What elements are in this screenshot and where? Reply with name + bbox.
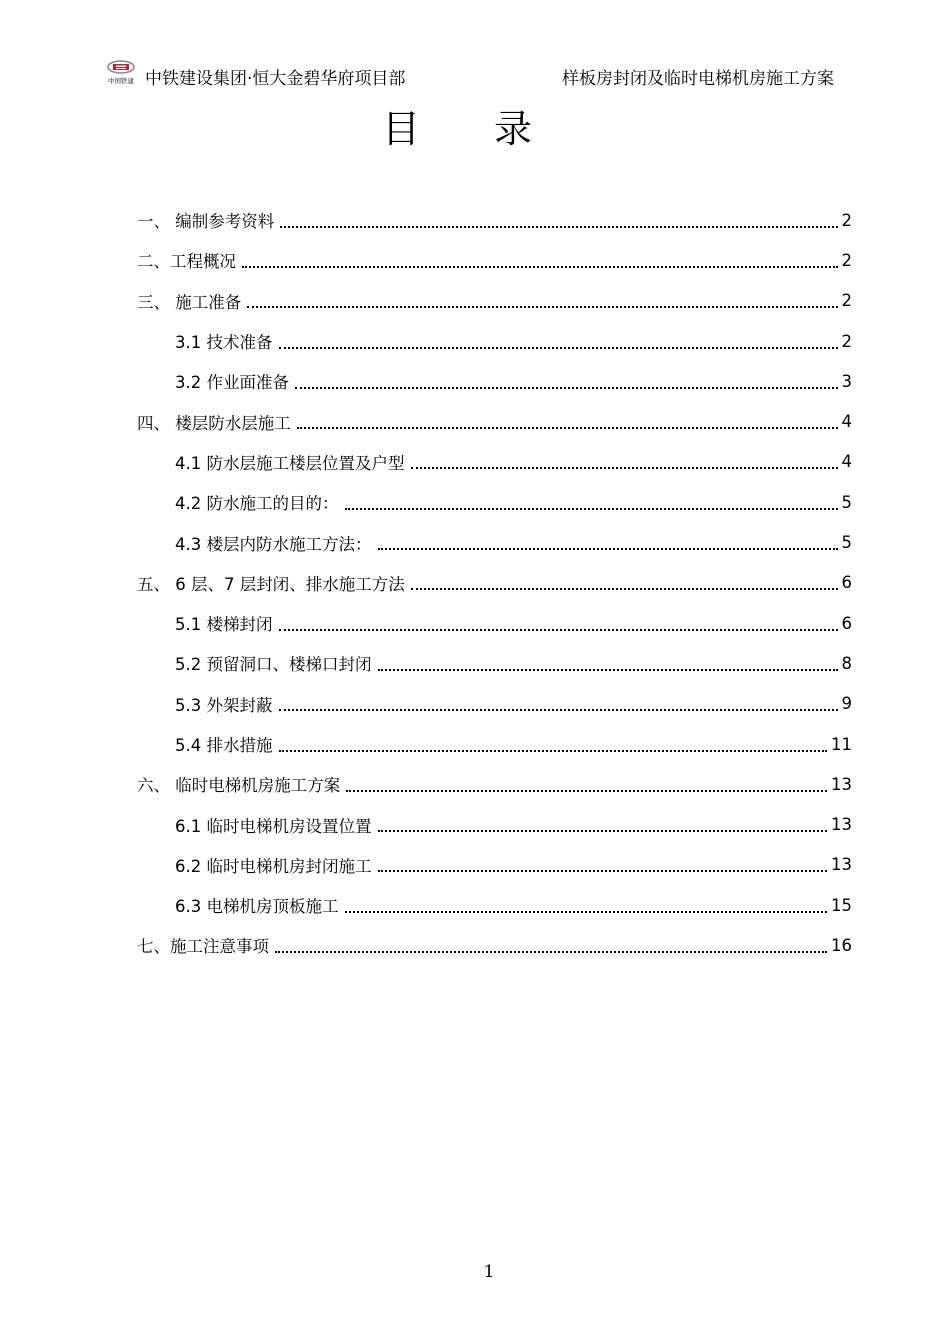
toc-entry-label: 3.1 技术准备 bbox=[175, 333, 273, 353]
table-of-contents bbox=[137, 200, 852, 966]
toc-entry-label: 4.1 防水层施工楼层位置及户型 bbox=[175, 453, 405, 473]
toc-entry-label: 5.2 预留洞口、楼梯口封闭 bbox=[175, 655, 372, 675]
toc-entry-page: 6 bbox=[841, 573, 852, 593]
toc-entry[interactable] bbox=[137, 200, 852, 240]
toc-entry[interactable] bbox=[137, 643, 852, 683]
svg-text:中国铁建: 中国铁建 bbox=[108, 77, 134, 85]
toc-entry-label: 三、 施工准备 bbox=[137, 292, 242, 312]
toc-entry-page: 11 bbox=[831, 734, 852, 754]
toc-entry-page: 6 bbox=[841, 613, 852, 633]
page-title: 目录 bbox=[381, 107, 606, 151]
toc-entry[interactable] bbox=[137, 361, 852, 401]
header-project-name: 中铁建设集团·恒大金碧华府项目部 bbox=[145, 69, 406, 89]
toc-entry[interactable] bbox=[137, 401, 852, 441]
toc-entry-page: 4 bbox=[841, 412, 852, 432]
toc-entry[interactable] bbox=[137, 845, 852, 885]
toc-entry-page: 8 bbox=[841, 653, 852, 673]
toc-leader-dots bbox=[279, 628, 838, 631]
toc-leader-dots bbox=[345, 507, 838, 510]
toc-entry[interactable] bbox=[137, 804, 852, 844]
toc-entry-page: 4 bbox=[841, 452, 852, 472]
toc-entry-page: 16 bbox=[831, 935, 852, 955]
toc-entry-page: 15 bbox=[831, 895, 852, 915]
toc-entry-label: 四、 楼层防水层施工 bbox=[137, 413, 291, 433]
toc-leader-dots bbox=[378, 869, 828, 872]
toc-entry[interactable] bbox=[137, 321, 852, 361]
toc-entry-label: 4.3 楼层内防水施工方法： bbox=[175, 534, 372, 554]
toc-entry-label: 6.1 临时电梯机房设置位置 bbox=[175, 816, 372, 836]
toc-entry-label: 二、工程概况 bbox=[137, 252, 236, 272]
toc-leader-dots bbox=[295, 386, 838, 389]
toc-entry[interactable] bbox=[137, 925, 852, 965]
page-number: 1 bbox=[483, 1262, 495, 1282]
toc-leader-dots bbox=[345, 910, 828, 913]
toc-entry-page: 2 bbox=[841, 331, 852, 351]
toc-entry-label: 五、 6 层、7 层封闭、排水施工方法 bbox=[137, 574, 405, 594]
page-header bbox=[104, 58, 834, 94]
toc-entry-page: 2 bbox=[841, 210, 852, 230]
toc-entry-page: 9 bbox=[841, 694, 852, 714]
toc-leader-dots bbox=[297, 426, 838, 429]
toc-leader-dots bbox=[378, 668, 838, 671]
toc-entry-label: 6.3 电梯机房顶板施工 bbox=[175, 897, 339, 917]
toc-entry-label: 5.4 排水措施 bbox=[175, 736, 273, 755]
toc-entry[interactable] bbox=[137, 281, 852, 321]
toc-entry-page: 5 bbox=[841, 492, 852, 512]
toc-entry-label: 4.2 防水施工的目的： bbox=[175, 494, 339, 514]
toc-entry[interactable] bbox=[137, 442, 852, 482]
toc-entry[interactable] bbox=[137, 522, 852, 562]
toc-entry-label: 七、施工注意事项 bbox=[137, 937, 269, 957]
toc-leader-dots bbox=[279, 346, 838, 349]
toc-entry-label: 3.2 作业面准备 bbox=[175, 373, 289, 393]
toc-entry-page: 13 bbox=[831, 774, 852, 794]
toc-entry[interactable] bbox=[137, 724, 852, 764]
toc-leader-dots bbox=[378, 547, 838, 550]
toc-entry[interactable] bbox=[137, 885, 852, 925]
toc-entry-page: 2 bbox=[841, 250, 852, 270]
toc-entry[interactable] bbox=[137, 240, 852, 280]
toc-entry-page: 13 bbox=[831, 815, 852, 835]
toc-entry-page: 3 bbox=[841, 371, 852, 391]
crcc-logo-icon bbox=[104, 58, 138, 88]
toc-entry-label: 6.2 临时电梯机房封闭施工 bbox=[175, 856, 372, 876]
toc-leader-dots bbox=[275, 950, 827, 953]
toc-leader-dots bbox=[279, 749, 828, 752]
toc-entry-label: 一、 编制参考资料 bbox=[137, 212, 275, 232]
toc-leader-dots bbox=[247, 305, 837, 308]
toc-entry[interactable] bbox=[137, 684, 852, 724]
toc-entry-page: 13 bbox=[831, 855, 852, 875]
toc-leader-dots bbox=[242, 265, 838, 268]
toc-entry-label: 5.3 外架封蔽 bbox=[175, 695, 273, 715]
toc-leader-dots bbox=[279, 708, 838, 711]
toc-leader-dots bbox=[411, 466, 838, 469]
toc-leader-dots bbox=[378, 829, 828, 832]
toc-entry[interactable] bbox=[137, 764, 852, 804]
toc-leader-dots bbox=[411, 587, 838, 590]
toc-entry[interactable] bbox=[137, 482, 852, 522]
toc-entry-label: 六、 临时电梯机房施工方案 bbox=[137, 776, 341, 796]
header-document-title: 样板房封闭及临时电梯机房施工方案 bbox=[562, 69, 834, 89]
toc-leader-dots bbox=[280, 225, 837, 228]
toc-entry[interactable] bbox=[137, 563, 852, 603]
toc-entry-label: 5.1 楼梯封闭 bbox=[175, 615, 273, 635]
toc-entry[interactable] bbox=[137, 603, 852, 643]
toc-entry-page: 5 bbox=[841, 533, 852, 553]
toc-entry-page: 2 bbox=[841, 291, 852, 311]
toc-leader-dots bbox=[346, 789, 827, 792]
